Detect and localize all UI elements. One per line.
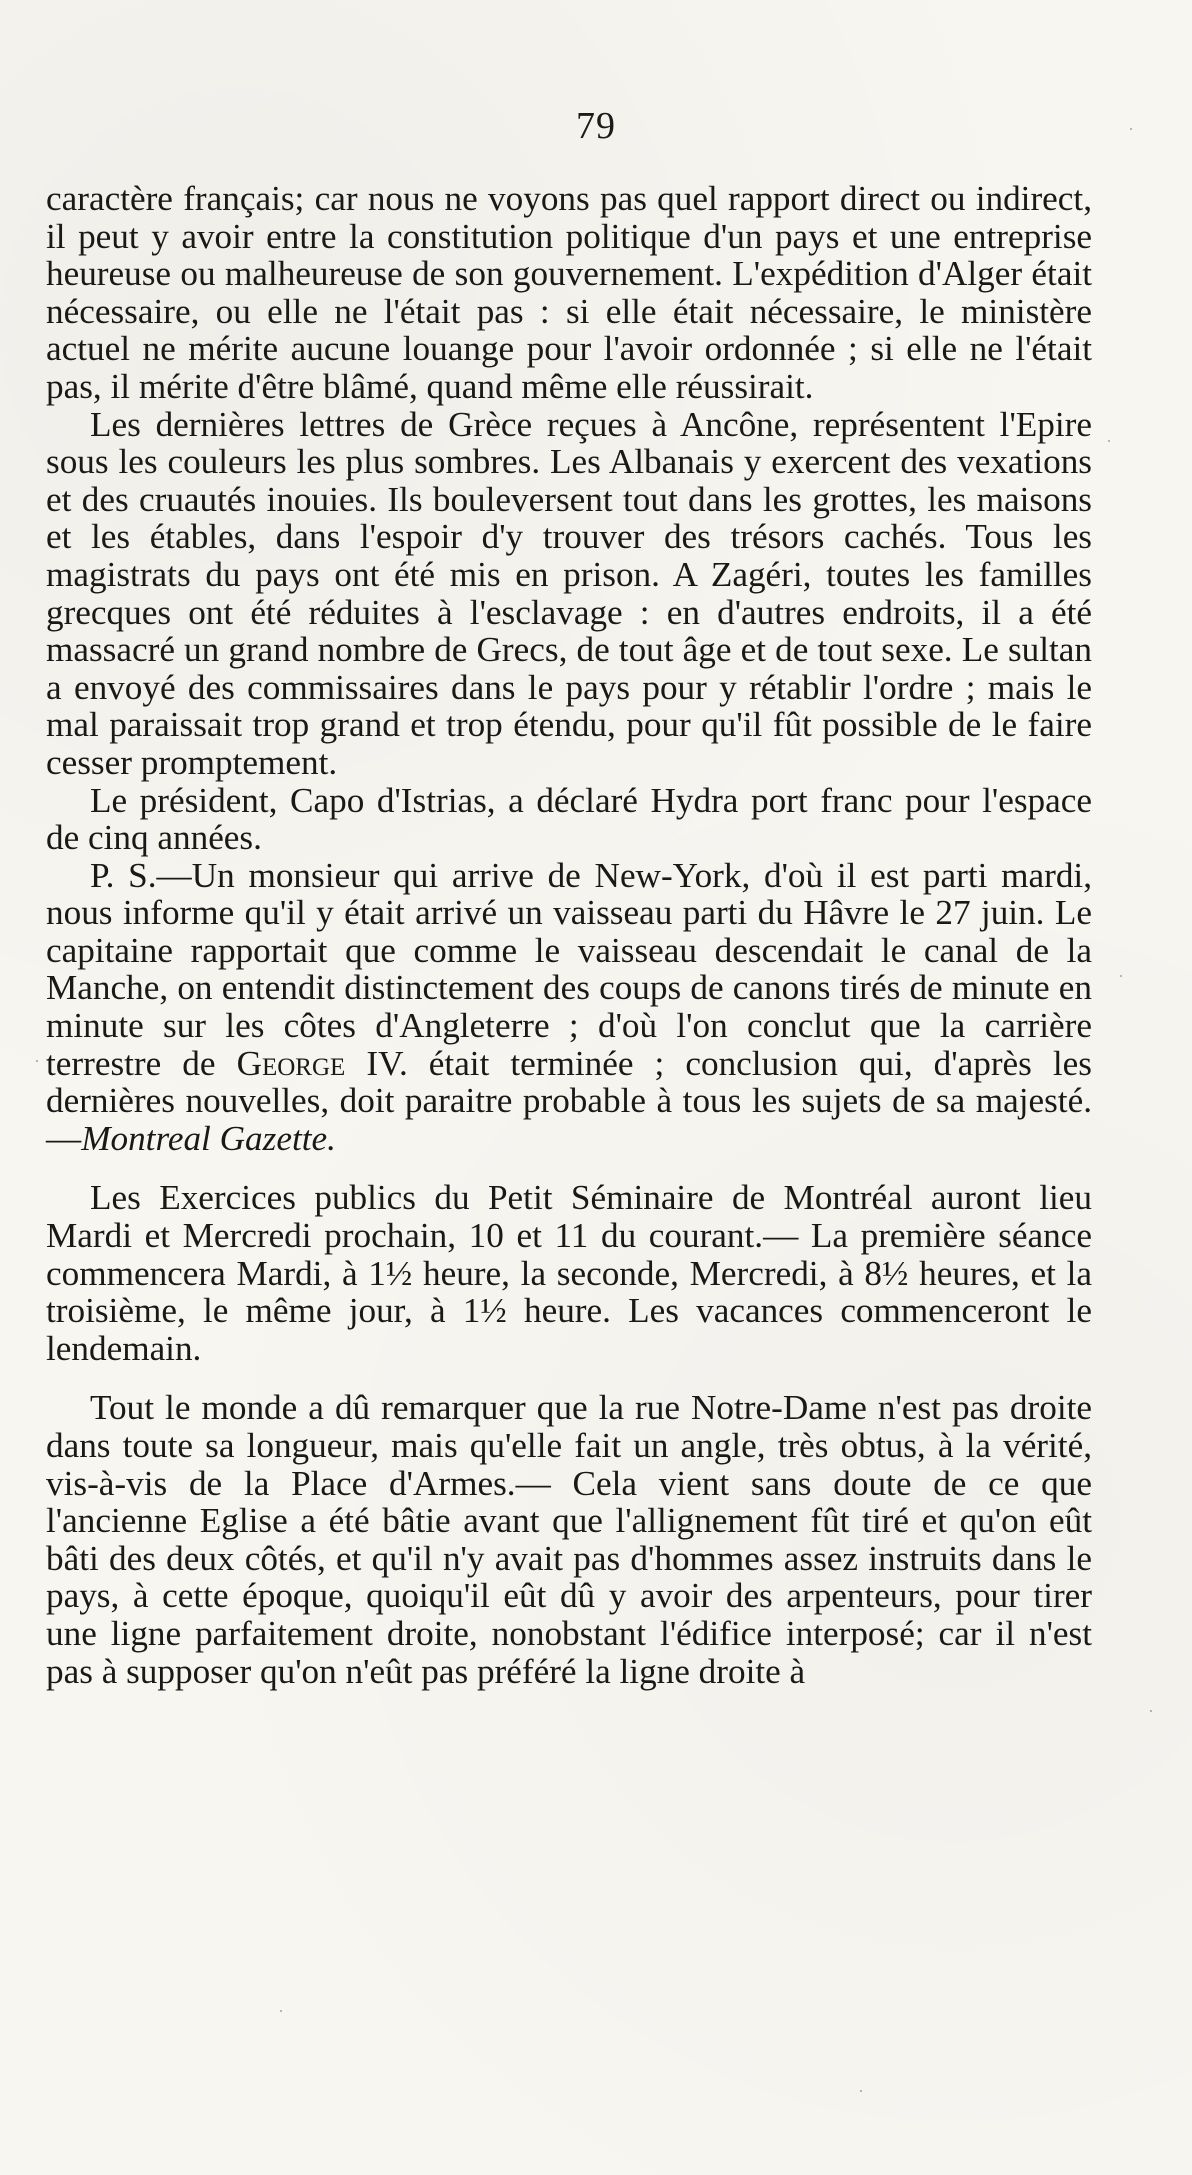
postscript-text-after: IV. était terminée ; conclusion qui, d'après les dernières nouvelles, doit paraitre probable à tous les sujets de sa majesté.— [46,1043,1092,1158]
paragraph-continuation: caractère français; car nous ne voyons pas quel rapport direct ou indirect, il peut y avoir entre la constitution politique d'un pays et une entreprise heureuse ou malheureuse de son gouvernement. L'expédition d'Alger était nécessaire, ou elle ne l'était pas : si elle était nécessaire, le ministère actuel ne mérite aucune louange pour l'avoir ordonnée ; si elle ne l'était pas, il mérite d'être blâmé, quand même elle réussirait. [46,179,1092,406]
paper-speck [1108,440,1110,442]
page-number: 79 [576,105,616,147]
paper-speck [1130,128,1132,130]
paper-speck [860,2090,862,2092]
paper-speck [1120,975,1122,977]
body-text [46,180,1092,1690]
paper-speck [280,2010,282,2012]
paragraph-hydra-port: Le président, Capo d'Istrias, a déclaré Hydra port franc pour l'espace de cinq années. [46,780,1092,858]
paragraph-greece-news: Les dernières lettres de Grèce reçues à Ancône, représentent l'Epire sous les couleurs les plus sombres. Les Albanais y exercent des vexations et des cruautés inouies. Ils bouleversent tout dans les grottes, les maisons et les étables, dans l'espoir d'y trouver des trésors cachés. Tous les magistrats du pays ont été mis en prison. A Zagéri, toutes les familles grecques ont été réduites à l'esclavage : en d'autres endroits, il a été massacré un grand nombre de Grecs, de tout âge et de tout sexe. Le sultan a envoyé des commissaires dans le pays pour y rétablir l'ordre ; mais le mal paraissait trop grand et trop étendu, pour qu'il fût possible de le faire cesser promptement. [46,404,1092,782]
source-citation: Montreal Gazette. [81,1118,336,1158]
king-name: George [236,1043,346,1083]
postscript-text-before: P. S.—Un monsieur qui arrive de New-York, d'où il est parti mardi, nous informe qu'il y était arrivé un vaisseau parti du Hâvre le 27 juin. Le capitaine rapportait que comme le vaisseau descendait le canal de la Manche, on entendit distinctement des coups de canons tirés de minute en minute sur les côtes d'Angleterre ; d'où l'on conclut que la carrière terrestre de [46,855,1092,1083]
paragraph-postscript [46,857,1092,1158]
paragraph-seminary-exercises: Les Exercices publics du Petit Séminaire de Montréal auront lieu Mardi et Mercredi prochain, 10 et 11 du courant.— La première séance commencera Mardi, à 1½ heure, la seconde, Mercredi, à 8½ heures, et la troisième, le même jour, à 1½ heure. Les vacances commenceront le lendemain. [46,1178,1092,1368]
paragraph-notre-dame-street: Tout le monde a dû remarquer que la rue Notre-Dame n'est pas droite dans toute sa longueur, mais qu'elle fait un angle, très obtus, à la vérité, vis-à-vis de la Place d'Armes.— Cela vient sans doute de ce que l'ancienne Eglise a été bâtie avant que l'allignement fût tiré et qu'on eût bâti des deux côtés, et qu'il n'y avait pas d'hommes assez instruits dans le pays, à cette époque, quoiqu'il eût dû y avoir des arpenteurs, pour tirer une ligne parfaitement droite, nonobstant l'édifice interposé; car il n'est pas à supposer qu'on n'eût pas préféré la ligne droite à [46,1388,1092,1691]
paper-speck [36,1060,38,1062]
paper-speck [1150,1710,1152,1712]
